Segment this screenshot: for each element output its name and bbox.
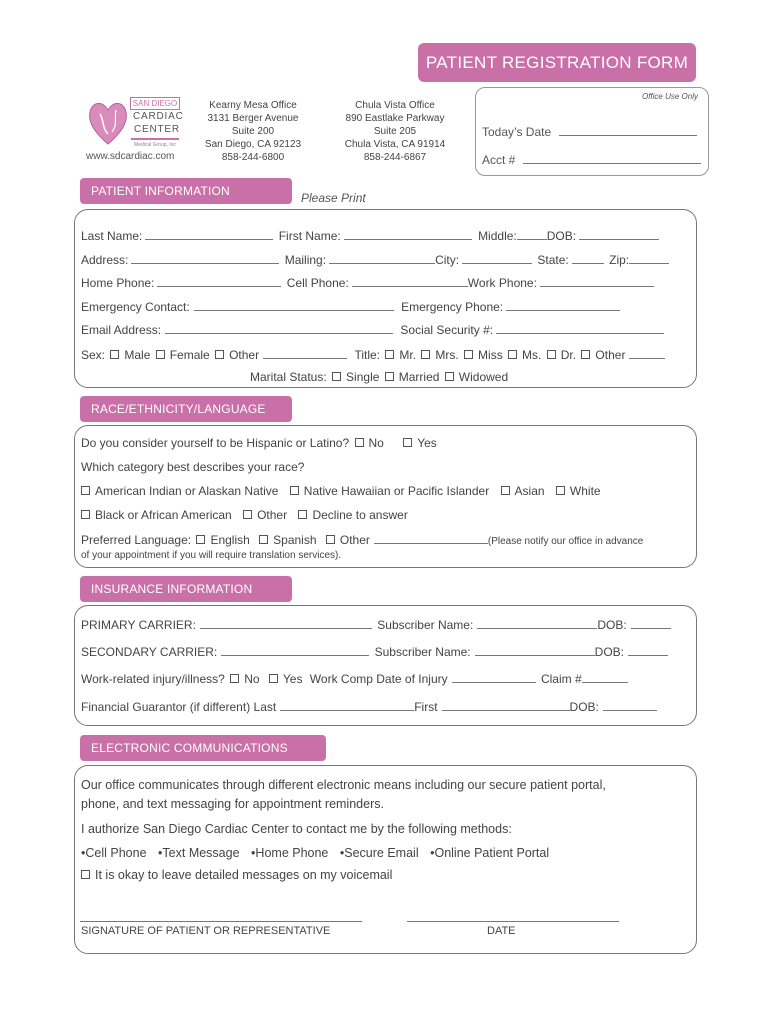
todays-date-field[interactable]: [482, 123, 697, 139]
dr-label: Dr.: [560, 348, 577, 362]
sex-other-checkbox[interactable]: [215, 350, 224, 359]
voicemail-label: It is okay to leave detailed messages on my voicemail: [95, 868, 393, 882]
work-injury-yes-label: Yes: [282, 672, 303, 686]
black-label: Black or African American: [95, 508, 232, 522]
electronic-tab: ELECTRONIC COMMUNICATIONS: [80, 735, 326, 761]
office-use-label: Office Use Only: [641, 92, 698, 101]
electronic-para-1: Our office communicates through different electronic means including our secure patient portal,: [81, 778, 606, 792]
title-label: Title:: [354, 348, 380, 362]
sex-other-label: Other: [229, 348, 260, 362]
office1-line: Kearny Mesa Office: [209, 100, 297, 111]
race-question-row: [81, 460, 304, 474]
office1-line: Suite 200: [231, 126, 275, 137]
sex-title-row: [81, 346, 665, 362]
mr-label: Mr.: [399, 348, 417, 362]
middle-field[interactable]: [517, 227, 547, 240]
language-row: [81, 531, 643, 547]
office-use-box: [475, 87, 709, 176]
decline-label: Decline to answer: [312, 508, 408, 522]
secondary-subscriber-label: Subscriber Name:: [374, 645, 471, 659]
secondary-dob-field[interactable]: [628, 643, 668, 656]
dr-checkbox[interactable]: [547, 350, 556, 359]
pref-lang-label: Preferred Language:: [81, 533, 192, 547]
spanish-checkbox[interactable]: [259, 535, 268, 544]
home-phone-field[interactable]: [157, 274, 281, 287]
method-text-message[interactable]: Text Message: [162, 846, 240, 860]
secondary-carrier-field[interactable]: [221, 643, 369, 656]
ssn-label: Social Security #:: [400, 323, 494, 337]
email-label: Email Address:: [81, 323, 162, 337]
emergency-row: [81, 298, 620, 314]
hispanic-yes-label: Yes: [417, 436, 437, 450]
lang-other-checkbox[interactable]: [326, 535, 335, 544]
email-field[interactable]: [165, 321, 393, 334]
primary-row: [81, 616, 671, 632]
white-checkbox[interactable]: [556, 486, 565, 495]
decline-checkbox[interactable]: [298, 510, 307, 519]
office-kearny-mesa: [198, 99, 308, 164]
work-injury-row: [81, 670, 628, 686]
logo-top-label: SAN DIEGO: [130, 97, 180, 110]
black-checkbox[interactable]: [81, 510, 90, 519]
race-options-row2: [81, 508, 408, 522]
office2-line: Suite 205: [373, 126, 417, 137]
white-label: White: [569, 484, 601, 498]
mailing-field[interactable]: [329, 251, 435, 264]
hispanic-row: [81, 436, 437, 450]
authorize-text: I authorize San Diego Cardiac Center to contact me by the following methods:: [81, 822, 512, 836]
phone-row: [81, 274, 654, 290]
secondary-dob-label: DOB:: [594, 645, 624, 659]
married-label: Married: [398, 370, 440, 384]
please-print: Please Print: [301, 191, 366, 205]
secondary-subscriber-field[interactable]: [475, 643, 595, 656]
website: www.sdcardiac.com: [86, 151, 175, 162]
address-field[interactable]: [131, 251, 279, 264]
hispanic-no-label: No: [368, 436, 384, 450]
race-question: Which category best describes your race?: [81, 460, 305, 474]
emergency-contact-label: Emergency Contact:: [81, 300, 190, 314]
city-label: City:: [435, 253, 460, 267]
address-row: [81, 251, 669, 267]
dob-label: DOB:: [546, 229, 577, 243]
guarantor-row: [81, 698, 657, 714]
notify-row: [81, 550, 341, 561]
guarantor-first-field[interactable]: [442, 698, 570, 711]
emergency-phone-field[interactable]: [506, 298, 620, 311]
asian-label: Asian: [514, 484, 545, 498]
office1-line: 3131 Berger Avenue: [207, 113, 299, 124]
race-tab: RACE/ETHNICITY/LANGUAGE: [80, 396, 292, 422]
cell-phone-label: Cell Phone:: [286, 276, 349, 290]
ms-checkbox[interactable]: [508, 350, 517, 359]
method-secure-email[interactable]: Secure Email: [344, 846, 419, 860]
cell-phone-field[interactable]: [352, 274, 468, 287]
guarantor-dob-field[interactable]: [603, 698, 657, 711]
ms-label: Ms.: [522, 348, 542, 362]
dob-field[interactable]: [579, 227, 659, 240]
state-label: State:: [537, 253, 569, 267]
title-other-field[interactable]: [629, 346, 665, 359]
marital-row: [250, 370, 508, 384]
primary-subscriber-field[interactable]: [477, 616, 597, 629]
english-checkbox[interactable]: [196, 535, 205, 544]
first-name-label: First Name:: [278, 229, 341, 243]
hawaiian-checkbox[interactable]: [290, 486, 299, 495]
office1-line: 858-244-6800: [221, 152, 285, 163]
home-phone-label: Home Phone:: [81, 276, 155, 290]
widowed-checkbox[interactable]: [445, 372, 454, 381]
office2-line: Chula Vista, CA 91914: [344, 139, 446, 150]
female-label: Female: [169, 348, 210, 362]
logo-sub: Medical Group, Inc: [134, 142, 176, 148]
miss-label: Miss: [478, 348, 503, 362]
miss-checkbox[interactable]: [464, 350, 473, 359]
race-other-checkbox[interactable]: [243, 510, 252, 519]
hispanic-yes-checkbox[interactable]: [403, 438, 412, 447]
middle-label: Middle:: [478, 229, 517, 243]
method-home-phone[interactable]: Home Phone: [255, 846, 329, 860]
sex-other-field[interactable]: [263, 346, 347, 359]
acct-field[interactable]: [482, 151, 701, 167]
primary-dob-field[interactable]: [631, 616, 671, 629]
sex-label: Sex:: [81, 348, 106, 362]
english-label: English: [210, 533, 250, 547]
work-phone-label: Work Phone:: [467, 276, 537, 290]
race-options-row1: [81, 484, 601, 498]
secondary-row: [81, 643, 668, 659]
work-injury-no-label: No: [244, 672, 260, 686]
office2-line: 858-244-6867: [363, 152, 427, 163]
name-row: [81, 227, 659, 243]
office2-line: Chula Vista Office: [355, 100, 435, 111]
logo-line1: CARDIAC: [133, 111, 184, 122]
guarantor-dob-label: DOB:: [569, 700, 599, 714]
method-bullet-icon: •: [251, 846, 256, 860]
ssn-field[interactable]: [496, 321, 664, 334]
guarantor-last-field[interactable]: [280, 698, 414, 711]
last-name-field[interactable]: [145, 227, 273, 240]
last-name-label: Last Name:: [81, 229, 143, 243]
lang-other-field[interactable]: [374, 531, 488, 544]
voicemail-row: [81, 868, 392, 882]
race-other-label: Other: [257, 508, 288, 522]
office1-line: San Diego, CA 92123: [204, 139, 302, 150]
voicemail-checkbox[interactable]: [81, 870, 90, 879]
acct-label: Acct #: [482, 153, 516, 167]
signature-line[interactable]: [80, 921, 362, 922]
notify-note-2: of your appointment if you will require translation services).: [81, 550, 342, 561]
comp-date-label: Work Comp Date of Injury: [309, 672, 448, 686]
logo-line2: CENTER: [134, 124, 180, 135]
primary-subscriber-label: Subscriber Name:: [377, 618, 474, 632]
city-field[interactable]: [462, 251, 532, 264]
method-bullet-icon: •: [430, 846, 435, 860]
work-injury-no-checkbox[interactable]: [230, 674, 239, 683]
heart-logo-icon: [86, 96, 130, 148]
date-label: DATE: [487, 925, 516, 937]
office-chula-vista: [340, 99, 450, 164]
patient-info-tab: PATIENT INFORMATION: [80, 178, 292, 204]
office2-line: 890 Eastlake Parkway: [345, 113, 445, 124]
lang-other-label: Other: [339, 533, 370, 547]
emergency-phone-label: Emergency Phone:: [401, 300, 504, 314]
primary-dob-label: DOB:: [597, 618, 627, 632]
male-checkbox[interactable]: [110, 350, 119, 359]
emergency-contact-field[interactable]: [194, 298, 394, 311]
male-label: Male: [124, 348, 151, 362]
hispanic-no-checkbox[interactable]: [355, 438, 364, 447]
zip-label: Zip:: [609, 253, 630, 267]
work-injury-yes-checkbox[interactable]: [269, 674, 278, 683]
signature-label: SIGNATURE OF PATIENT OR REPRESENTATIVE: [81, 925, 331, 937]
title-other-label: Other: [595, 348, 626, 362]
single-label: Single: [346, 370, 380, 384]
electronic-para-2: phone, and text messaging for appointment reminders.: [81, 797, 384, 811]
marital-label: Marital Status:: [250, 370, 327, 384]
email-row: [81, 321, 664, 337]
method-bullet-icon: •: [81, 846, 86, 860]
method-cell-phone[interactable]: Cell Phone: [85, 846, 147, 860]
logo-divider: [131, 138, 179, 140]
primary-label: PRIMARY CARRIER:: [81, 618, 196, 632]
todays-date-label: Today’s Date: [482, 125, 552, 139]
notify-note-1: (Please notify our office in advance: [487, 536, 644, 547]
title-other-checkbox[interactable]: [581, 350, 590, 359]
mrs-checkbox[interactable]: [421, 350, 430, 359]
secondary-label: SECONDARY CARRIER:: [81, 645, 218, 659]
date-line[interactable]: [407, 921, 619, 922]
comp-date-field[interactable]: [452, 670, 536, 683]
widowed-label: Widowed: [458, 370, 509, 384]
zip-field[interactable]: [629, 251, 669, 264]
method-online-portal[interactable]: Online Patient Portal: [434, 846, 550, 860]
insurance-tab: INSURANCE INFORMATION: [80, 576, 292, 602]
address-label: Address:: [81, 253, 129, 267]
spanish-label: Spanish: [273, 533, 317, 547]
method-bullet-icon: •: [158, 846, 163, 860]
claim-label: Claim #: [540, 672, 582, 686]
methods-row: [81, 846, 549, 860]
state-field[interactable]: [572, 251, 604, 264]
work-phone-field[interactable]: [540, 274, 654, 287]
amer-indian-checkbox[interactable]: [81, 486, 90, 495]
primary-carrier-field[interactable]: [200, 616, 372, 629]
mailing-label: Mailing:: [284, 253, 327, 267]
mrs-label: Mrs.: [435, 348, 459, 362]
single-checkbox[interactable]: [332, 372, 341, 381]
female-checkbox[interactable]: [156, 350, 165, 359]
first-name-field[interactable]: [344, 227, 472, 240]
form-title: PATIENT REGISTRATION FORM: [418, 43, 696, 82]
hawaiian-label: Native Hawaiian or Pacific Islander: [303, 484, 490, 498]
amer-indian-label: American Indian or Alaskan Native: [95, 484, 279, 498]
married-checkbox[interactable]: [385, 372, 394, 381]
guarantor-first-label: First: [414, 700, 438, 714]
mr-checkbox[interactable]: [385, 350, 394, 359]
asian-checkbox[interactable]: [501, 486, 510, 495]
method-bullet-icon: •: [339, 846, 345, 860]
hispanic-question: Do you consider yourself to be Hispanic or Latino?: [81, 436, 350, 450]
work-injury-label: Work-related injury/illness?: [81, 672, 225, 686]
claim-field[interactable]: [582, 670, 628, 683]
guarantor-label: Financial Guarantor (if different) Last: [81, 700, 277, 714]
